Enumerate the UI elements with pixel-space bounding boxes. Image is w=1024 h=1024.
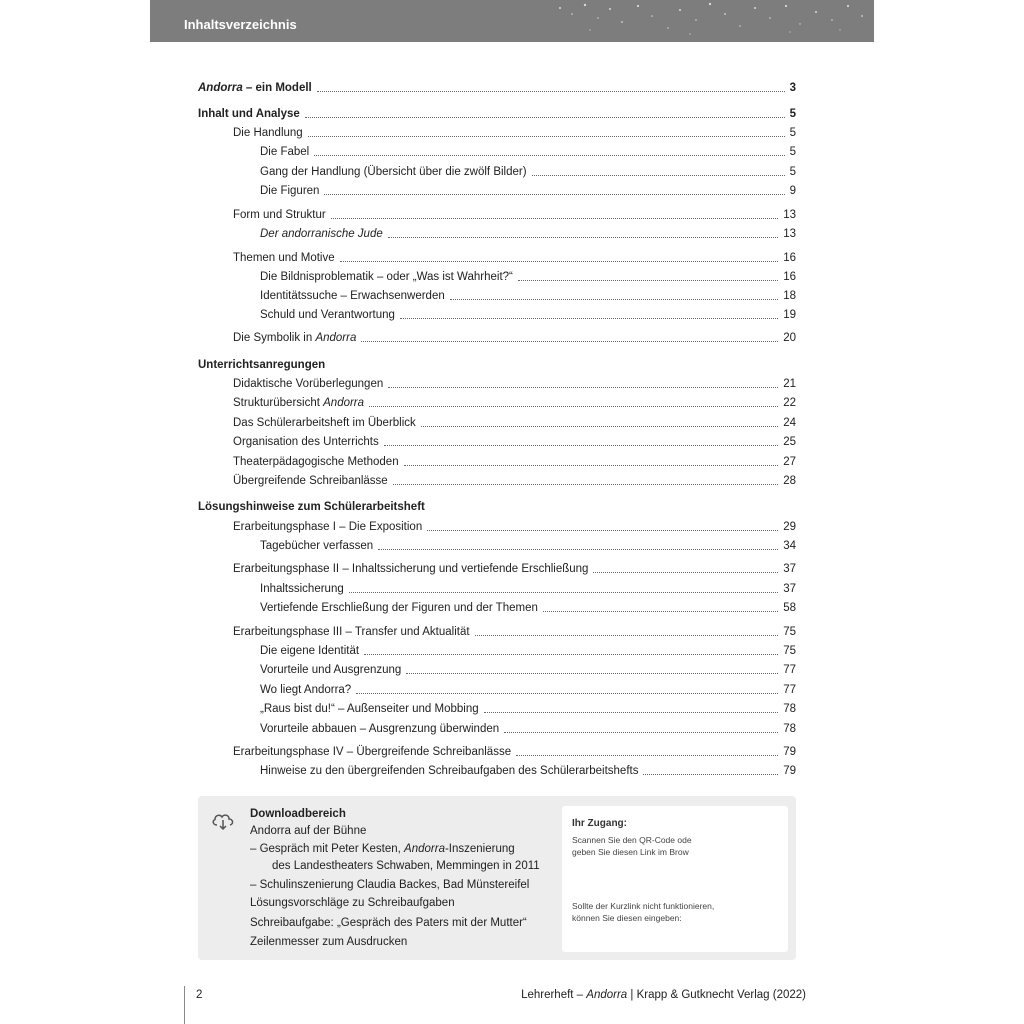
toc-section-heading <box>198 354 796 372</box>
toc-page-number: 16 <box>783 271 796 283</box>
toc-entry-title: Didaktische Vorüberlegungen <box>233 378 384 390</box>
toc-dot-leader <box>543 611 778 612</box>
toc-entry-title: Wo liegt Andorra? <box>260 684 352 696</box>
toc-dot-leader <box>305 117 785 118</box>
toc-entry <box>198 285 796 303</box>
download-item: Zeilenmesser zum Ausdrucken <box>250 936 408 948</box>
toc-entry <box>198 659 796 677</box>
toc-entry-title: Hinweise zu den übergreifenden Schreibaufgaben des Schülerarbeitshefts <box>260 765 639 777</box>
toc-entry-title: Die Figuren <box>260 185 320 197</box>
toc-page-number: 79 <box>783 765 796 777</box>
toc-dot-leader <box>393 484 778 485</box>
header-bar <box>150 0 874 42</box>
toc-page-number: 29 <box>783 521 796 533</box>
toc-page-number: 37 <box>783 563 796 575</box>
toc-entry-title: Vertiefende Erschließung der Figuren und der Themen <box>260 602 538 614</box>
download-title: Downloadbereich <box>250 808 346 820</box>
toc-entry-title: Themen und Motive <box>233 252 335 264</box>
toc-entry-title: Erarbeitungsphase III – Transfer und Aktualität <box>233 626 470 638</box>
toc-entry-title: Erarbeitungsphase II – Inhaltssicherung und vertiefende Erschließung <box>233 563 589 575</box>
toc-page-number: 16 <box>783 252 796 264</box>
toc-page-number: 25 <box>783 436 796 448</box>
toc-dot-leader <box>518 280 778 281</box>
toc-page-number: 13 <box>783 209 796 221</box>
toc-dot-leader <box>388 387 778 388</box>
toc-dot-leader <box>484 712 779 713</box>
toc-entry <box>198 180 796 198</box>
toc-entry <box>198 431 796 449</box>
toc-entry-title: Vorurteile abbauen – Ausgrenzung überwinden <box>260 723 500 735</box>
toc-page-number: 3 <box>789 82 796 94</box>
toc-page-number: 77 <box>783 684 796 696</box>
toc-entry <box>198 679 796 697</box>
toc-page-number: 19 <box>783 309 796 321</box>
toc-entry <box>198 392 796 410</box>
toc-entry <box>198 516 796 534</box>
toc-entry-title: Strukturübersicht Andorra <box>233 397 365 409</box>
toc-dot-leader <box>317 91 785 92</box>
toc-entry-title: Die Bildnisproblematik – oder „Was ist Wahrheit?“ <box>260 271 513 283</box>
download-item: – Schulinszenierung Claudia Backes, Bad Münstereifel <box>250 879 530 891</box>
toc-page-number: 78 <box>783 703 796 715</box>
toc-page-number: 75 <box>783 626 796 638</box>
toc-entry <box>198 412 796 430</box>
toc-entry-title: Gang der Handlung (Übersicht über die zwölf Bilder) <box>260 166 527 178</box>
toc-entry <box>198 304 796 322</box>
toc-dot-leader <box>593 572 778 573</box>
toc-entry-title: Erarbeitungsphase IV – Übergreifende Schreibanlässe <box>233 746 512 758</box>
toc-dot-leader <box>349 592 778 593</box>
toc-entry-title: Identitätssuche – Erwachsenwerden <box>260 290 445 302</box>
download-item: – Gespräch mit Peter Kesten, Andorra-Inszenierung <box>250 843 515 855</box>
toc-entry-title: Übergreifende Schreibanlässe <box>233 475 388 487</box>
toc-entry-title: Tagebücher verfassen <box>260 540 374 552</box>
toc-page-number: 13 <box>783 228 796 240</box>
toc-entry-title: Der andorranische Jude <box>260 228 383 240</box>
toc-entry <box>198 161 796 179</box>
toc-page-number: 20 <box>783 332 796 344</box>
toc-entry-title: Organisation des Unterrichts <box>233 436 379 448</box>
access-box <box>562 806 788 952</box>
toc-page-number: 5 <box>789 166 796 178</box>
toc-section-heading <box>198 77 796 95</box>
toc-entry <box>198 621 796 639</box>
toc-page-number: 37 <box>783 583 796 595</box>
toc-entry <box>198 741 796 759</box>
toc-dot-leader <box>361 341 778 342</box>
toc-entry <box>198 141 796 159</box>
toc-page-number: 27 <box>783 456 796 468</box>
page-title: Inhaltsverzeichnis <box>184 17 297 32</box>
toc-entry-title: Schuld und Verantwortung <box>260 309 395 321</box>
toc-entry <box>198 558 796 576</box>
toc-dot-leader <box>404 465 779 466</box>
toc-entry-title: Andorra – ein Modell <box>198 82 312 94</box>
cloud-download-icon <box>210 810 236 832</box>
toc-dot-leader <box>504 732 778 733</box>
toc-entry <box>198 760 796 778</box>
toc-entry-title: Erarbeitungsphase I – Die Exposition <box>233 521 423 533</box>
toc-entry <box>198 122 796 140</box>
toc-entry-title: „Raus bist du!“ – Außenseiter und Mobbing <box>260 703 479 715</box>
toc-entry-title: Die Fabel <box>260 146 310 158</box>
toc-dot-leader <box>388 237 778 238</box>
toc-entry-title: Lösungshinweise zum Schülerarbeitsheft <box>198 501 425 513</box>
toc-dot-leader <box>400 318 778 319</box>
footer-divider <box>184 986 185 1024</box>
toc-dot-leader <box>364 654 778 655</box>
download-item: Andorra auf der Bühne <box>250 825 367 837</box>
footer-publisher-text: Lehrerheft – Andorra | Krapp & Gutknecht Verlag (2022) <box>521 989 806 1001</box>
toc-dot-leader <box>324 194 784 195</box>
toc-dot-leader <box>331 218 779 219</box>
toc-page-number: 5 <box>789 127 796 139</box>
toc-entry <box>198 223 796 241</box>
toc-dot-leader <box>384 445 778 446</box>
access-line: können Sie diesen eingeben: <box>572 913 682 923</box>
toc-dot-leader <box>643 774 778 775</box>
toc-entry <box>198 204 796 222</box>
access-line: geben Sie diesen Link im Brow <box>572 847 689 857</box>
toc-dot-leader <box>516 755 778 756</box>
toc-page-number: 5 <box>789 108 796 120</box>
toc-entry <box>198 718 796 736</box>
toc-dot-leader <box>314 155 784 156</box>
toc-dot-leader <box>427 530 778 531</box>
toc-entry <box>198 640 796 658</box>
toc-entry-title: Die Handlung <box>233 127 303 139</box>
toc-dot-leader <box>450 299 778 300</box>
toc-page-number: 58 <box>783 602 796 614</box>
toc-page-number: 34 <box>783 540 796 552</box>
toc-entry <box>198 247 796 265</box>
toc-dot-leader <box>421 426 778 427</box>
toc-entry-title: Form und Struktur <box>233 209 326 221</box>
toc-page-number: 9 <box>789 185 796 197</box>
toc-entry <box>198 578 796 596</box>
toc-dot-leader <box>406 673 778 674</box>
access-line: Sollte der Kurzlink nicht funktionieren, <box>572 901 715 911</box>
toc-page-number: 5 <box>789 146 796 158</box>
toc-dot-leader <box>475 635 779 636</box>
toc-entry <box>198 373 796 391</box>
toc-entry <box>198 470 796 488</box>
toc-entry <box>198 535 796 553</box>
access-title: Ihr Zugang: <box>572 818 627 829</box>
toc-section-heading <box>198 103 796 121</box>
toc-entry <box>198 698 796 716</box>
download-item: Schreibaufgabe: „Gespräch des Paters mit der Mutter“ <box>250 917 527 929</box>
toc-entry-title: Unterrichtsanregungen <box>198 359 326 371</box>
toc-dot-leader <box>378 549 778 550</box>
toc-page-number: 28 <box>783 475 796 487</box>
toc-page-number: 75 <box>783 645 796 657</box>
toc-entry-title: Inhaltssicherung <box>260 583 344 595</box>
toc-page-number: 21 <box>783 378 796 390</box>
toc-dot-leader <box>369 406 778 407</box>
toc-entry-title: Theaterpädagogische Methoden <box>233 456 399 468</box>
toc-dot-leader <box>532 175 785 176</box>
toc-entry-title: Das Schülerarbeitsheft im Überblick <box>233 417 416 429</box>
toc-section-heading <box>198 496 796 514</box>
download-item: des Landestheaters Schwaben, Memmingen in 2011 <box>272 860 540 872</box>
toc-page-number: 78 <box>783 723 796 735</box>
access-line: Scannen Sie den QR-Code ode <box>572 835 692 845</box>
toc-entry <box>198 597 796 615</box>
toc-entry-title: Die eigene Identität <box>260 645 360 657</box>
toc-page-number: 79 <box>783 746 796 758</box>
toc-page-number: 77 <box>783 664 796 676</box>
toc-page-number: 24 <box>783 417 796 429</box>
toc-entry-title: Die Symbolik in Andorra <box>233 332 357 344</box>
toc-dot-leader <box>340 261 779 262</box>
download-item: Lösungsvorschläge zu Schreibaufgaben <box>250 897 455 909</box>
header-speckle-decoration <box>550 0 874 42</box>
toc-entry-title: Inhalt und Analyse <box>198 108 300 120</box>
page-number: 2 <box>196 989 203 1001</box>
toc-entry <box>198 327 796 345</box>
toc-page-number: 18 <box>783 290 796 302</box>
toc-entry-title: Vorurteile und Ausgrenzung <box>260 664 402 676</box>
toc-dot-leader <box>308 136 785 137</box>
toc-dot-leader <box>356 693 778 694</box>
toc-page-number: 22 <box>783 397 796 409</box>
toc-entry <box>198 451 796 469</box>
toc-entry <box>198 266 796 284</box>
